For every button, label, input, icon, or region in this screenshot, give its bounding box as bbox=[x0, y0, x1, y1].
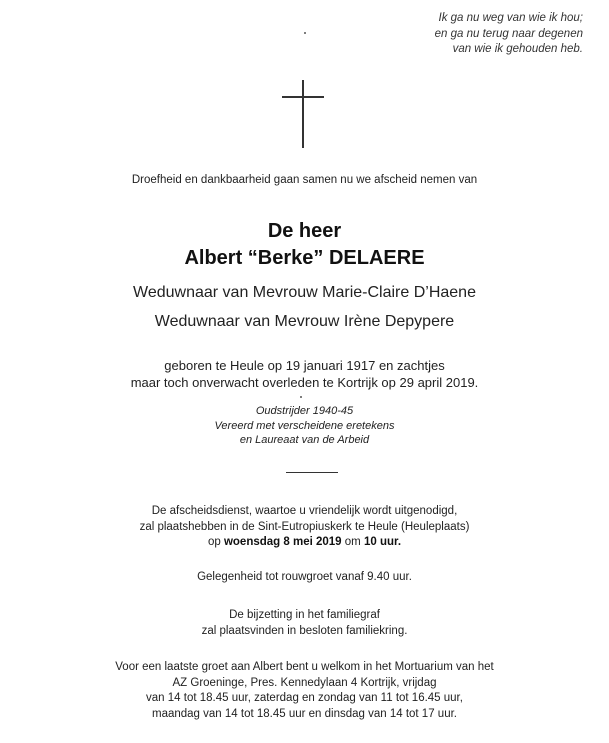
service-date: woensdag 8 mei 2019 bbox=[223, 536, 342, 548]
honors-text bbox=[0, 404, 609, 448]
widower-line: Weduwnaar van Mevrouw Marie-Claire D’Haene bbox=[133, 284, 476, 301]
quote-block bbox=[435, 11, 583, 58]
decorative-dot bbox=[300, 396, 302, 398]
honors-line: Vereerd met verscheidene eretekens bbox=[214, 419, 395, 432]
quote-line: van wie ik gehouden heb. bbox=[452, 43, 583, 55]
service-text bbox=[0, 504, 609, 551]
service-date-line: op woensdag 8 mei 2019 om 10 uur. bbox=[207, 536, 402, 548]
service-line: zal plaatshebben in de Sint-Eutropiuskerk te Heule (Heuleplaats) bbox=[139, 520, 470, 533]
birth-death-text bbox=[0, 357, 609, 391]
birth-line: geboren te Heule op 19 januari 1917 en zachtjes bbox=[164, 358, 445, 373]
deceased-name: Albert “Berke” DELAERE bbox=[184, 247, 425, 269]
widower-line: Weduwnaar van Mevrouw Irène Depypere bbox=[154, 313, 455, 330]
quote-line: en ga nu terug naar degenen bbox=[434, 27, 583, 40]
service-time: 10 uur. bbox=[363, 536, 402, 548]
burial-text bbox=[0, 608, 609, 639]
honors-line: Oudstrijder 1940-45 bbox=[255, 405, 354, 417]
quote-line: Ik ga nu weg van wie ik hou; bbox=[438, 12, 583, 24]
visitation-line: AZ Groeninge, Pres. Kennedylaan 4 Kortrijk, vrijdag bbox=[172, 676, 437, 689]
intro-text: Droefheid en dankbaarheid gaan samen nu we afscheid nemen van bbox=[131, 174, 478, 186]
burial-line: De bijzetting in het familiegraf bbox=[229, 609, 380, 621]
cross-icon bbox=[282, 80, 324, 148]
burial-line: zal plaatsvinden in besloten familiekring. bbox=[201, 624, 408, 637]
title-honorific: De heer bbox=[267, 220, 342, 242]
visitation-line: Voor een laatste groet aan Albert bent u welkom in het Mortuarium van het bbox=[115, 661, 494, 673]
visitation-line: maandag van 14 tot 18.45 uur en dinsdag van 14 tot 17 uur. bbox=[152, 707, 457, 720]
honors-line: en Laureaat van de Arbeid bbox=[239, 434, 370, 446]
condolence-text: Gelegenheid tot rouwgroet vanaf 9.40 uur. bbox=[197, 571, 412, 583]
service-line: De afscheidsdienst, waartoe u vriendelijk wordt uitgenodigd, bbox=[151, 505, 458, 517]
divider bbox=[286, 472, 338, 473]
death-line: maar toch onverwacht overleden te Kortrijk op 29 april 2019. bbox=[130, 375, 479, 390]
visitation-text bbox=[0, 660, 609, 722]
visitation-line: van 14 tot 18.45 uur, zaterdag en zondag van 11 tot 16.45 uur, bbox=[146, 692, 463, 704]
decorative-dot bbox=[304, 32, 306, 34]
